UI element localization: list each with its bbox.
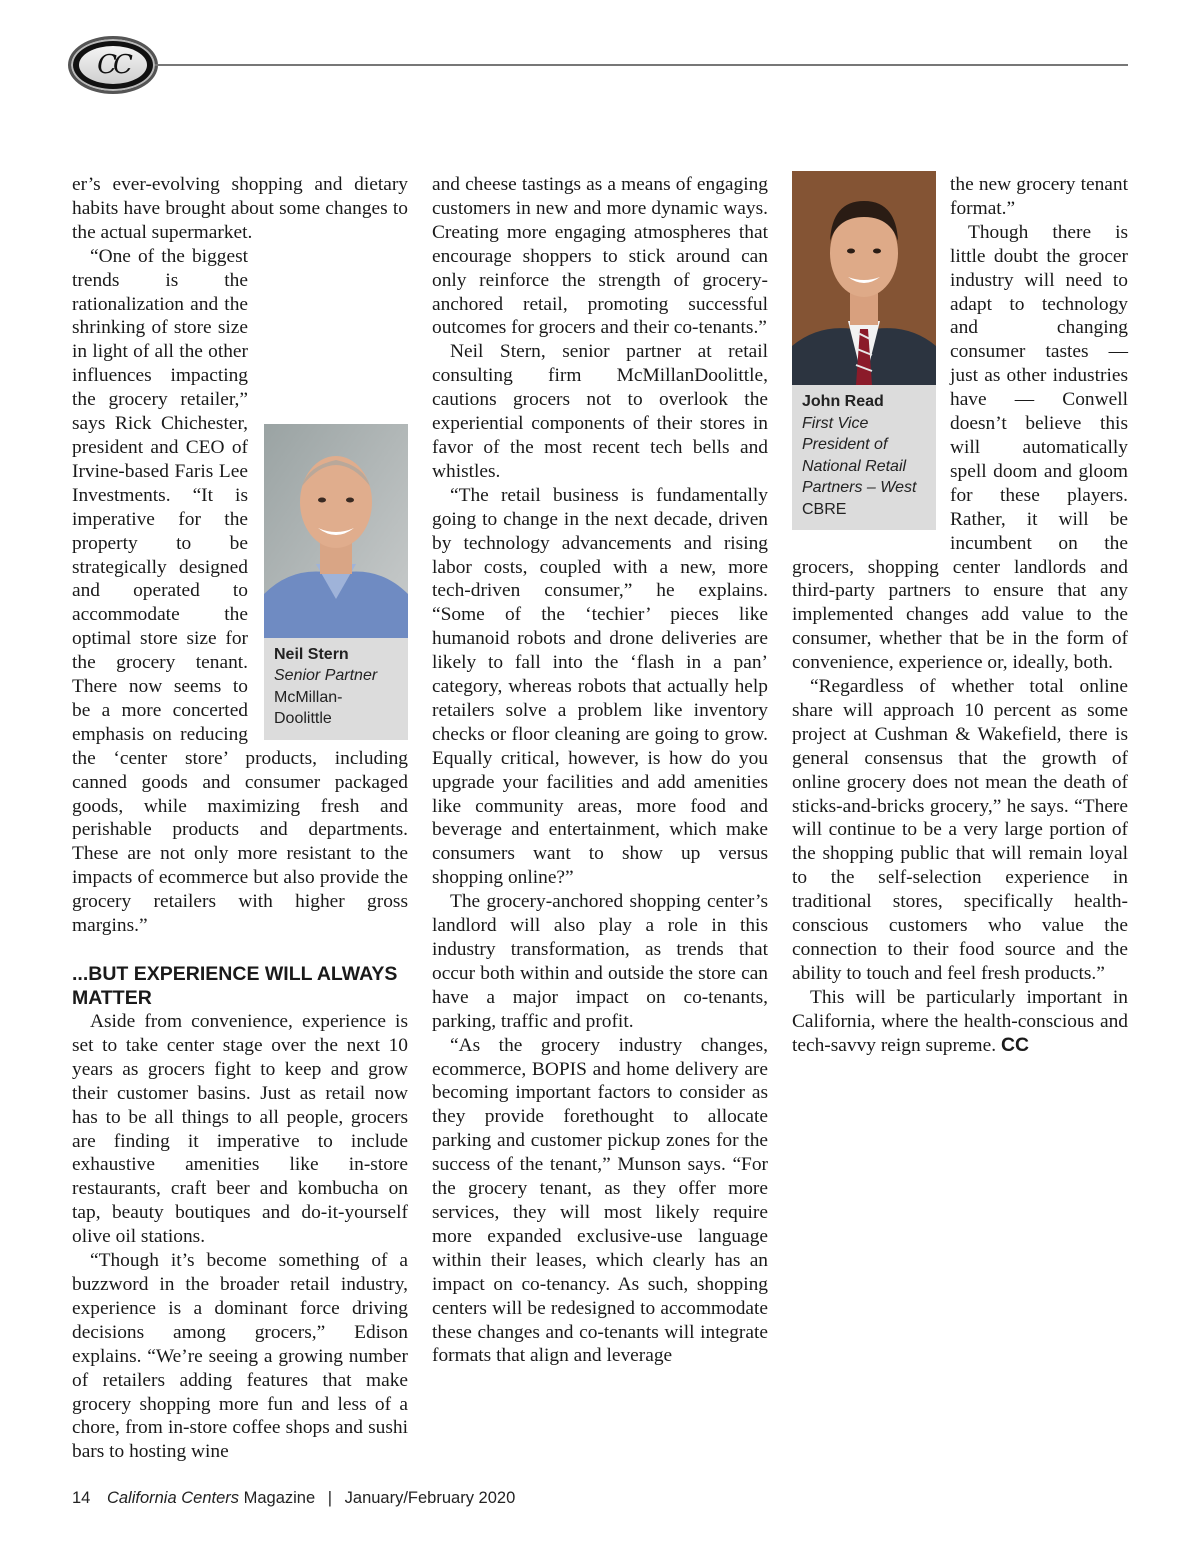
paragraph: and cheese tastings as a means of engaging customers in new and more dynamic ways. Creating more engaging atmospheres that encourage shoppers to stick around can only reinforce the strength of grocery-anchored retail, promoting successful outcomes for grocers and their co-tenants.” (432, 174, 768, 339)
logo-monogram: CC (79, 46, 147, 84)
photo-caption (792, 385, 936, 530)
paragraph: The grocery-anchored shopping center’s landlord will also play a role in this industry transformation, as trends that occur both within and outside the store can have a major impact on co-tenants, parking, traffic and profit. (432, 891, 768, 1032)
portrait-john-read (792, 171, 936, 385)
article-column-3 (792, 173, 1128, 1058)
caption-company: McMillan-Doolittle (274, 688, 343, 728)
paragraph: “As the grocery industry changes, ecommerce, BOPIS and home delivery are becoming important factors to consider as they provide forethought to allocate parking and customer pickup zones for the success of the tenant,” Munson says. “For the grocery tenant, as they offer more services, they will most likely require more expanded exclusive-use language within their leases, which clearly has an impact on co-tenancy. As such, shopping centers will be redesigned to accommodate these changes and co-tenants will integrate formats that align and leverage (432, 1034, 768, 1367)
paragraph: Though there is little doubt the grocer industry will need to adapt to technology and changing consumer tastes — just as other industries have — Conwell doesn’t believe this will automatically spell doom and gloom for these players. Rather, it will be incumbent on the grocers, shopping center landlords and third-party partners to ensure that any implemented changes add value to the consumer, whether that be in the form of convenience, experience or, ideally, both. (792, 221, 1128, 674)
caption-name: Neil Stern (274, 645, 349, 663)
caption-company: CBRE (802, 500, 847, 518)
article-column-2 (432, 173, 768, 1368)
paragraph: er’s ever-evolving shopping and dietary habits have brought about some changes to the actual supermarket. (72, 174, 408, 243)
paragraph: the new grocery tenant format.” (950, 174, 1128, 219)
paragraph: “Regardless of whether total online share will approach 10 percent as some project at Cushman & Wakefield, there is general consensus that the growth of online grocery does not mean the death of sticks-and-bricks grocery,” he says. “There will continue to be a very large portion of the shopping public that will remain loyal to the self-selection experience in traditional stores, specifically health-conscious customers who value the connection to their food source and the ability to touch and feel fresh products.” (792, 676, 1128, 984)
caption-title: First Vice President of National Retail Partners – West (802, 414, 917, 496)
portrait-neil-stern (264, 424, 408, 638)
paragraph: “The retail business is fundamentally going to change in the next decade, driven by technology advancements and rising labor costs, coupled with a new, more tech-driven consumer,” he explains. “Some of the ‘techier’ pieces like humanoid robots and drone deliveries are likely to fall into the ‘flash in a pan’ category, whereas robots that actually help retailers solve a problem like inventory checks or floor cleaning are going to grow. Equally critical, however, is how do you upgrade your facilities and add amenities like community areas, more food and beverage and entertainment, which make consumers want to show up versus shopping online?” (432, 484, 768, 889)
magazine-logo (68, 36, 158, 94)
end-mark: CC (1000, 1033, 1029, 1056)
paragraph (792, 986, 1128, 1058)
closing-sentence: This will be particularly important in California, where the health-conscious and tech-savvy reign supreme. (792, 986, 1128, 1056)
photo-box-john-read (792, 171, 936, 530)
portrait-photo (264, 424, 408, 638)
portrait-photo (792, 171, 936, 385)
section-subhead: ...BUT EXPERIENCE WILL ALWAYS MATTER (72, 963, 398, 1009)
header-rule (155, 64, 1128, 66)
footer-separator: | (327, 1489, 333, 1507)
paragraph: “Though it’s become something of a buzzword in the broader retail industry, experience is a dominant force driving decisions among grocers,” Edison explains. “We’re seeing a growing number of retailers adding features that make grocery shopping more fun and less of a chore, from in-store coffee shops and sushi bars to hosting wine (72, 1250, 408, 1463)
paragraph: “One of the biggest trends is the rationalization and the shrinking of store size in light of all the other influences impacting the grocery retailer,” says Rick Chichester, president and CEO of Irvine-based Faris Lee Investments. “It is imperative for the property to be strategically designed and operated to accommodate the optimal store size for the grocery tenant. There now seems to be a more concerted emphasis on reducing the ‘center store’ products, including canned goods and consumer packaged goods, while maximizing fresh and perishable products and departments. These are not only more resistant to the impacts of ecommerce but also provide the grocery retailers with higher gross margins.” (72, 245, 408, 937)
issue-date: January/February 2020 (344, 1489, 516, 1507)
paragraph: Aside from convenience, experience is set to take center stage over the next 10 years as grocers fight to keep and grow their customer basins. Just as retail now has to be all things to all people, grocers are finding it imperative to include exhaustive amenities like in-store restaurants, craft beer and kombucha on tap, beauty boutiques and do-it-yourself olive oil stations. (72, 1011, 408, 1248)
magazine-name: California Centers (106, 1489, 240, 1507)
photo-caption (264, 638, 408, 740)
article-column-1 (72, 173, 408, 1464)
photo-box-neil-stern (264, 424, 408, 740)
caption-name: John Read (802, 393, 884, 410)
magazine-suffix: Magazine (243, 1489, 316, 1507)
paragraph: Neil Stern, senior partner at retail consulting firm McMillanDoolittle, cautions grocers not to overlook the experiential components of their stores in favor of the most recent tech bells and whistles. (432, 341, 768, 482)
page-footer (72, 1489, 515, 1508)
caption-title: Senior Partner (274, 667, 378, 685)
page-number: 14 (72, 1489, 91, 1507)
